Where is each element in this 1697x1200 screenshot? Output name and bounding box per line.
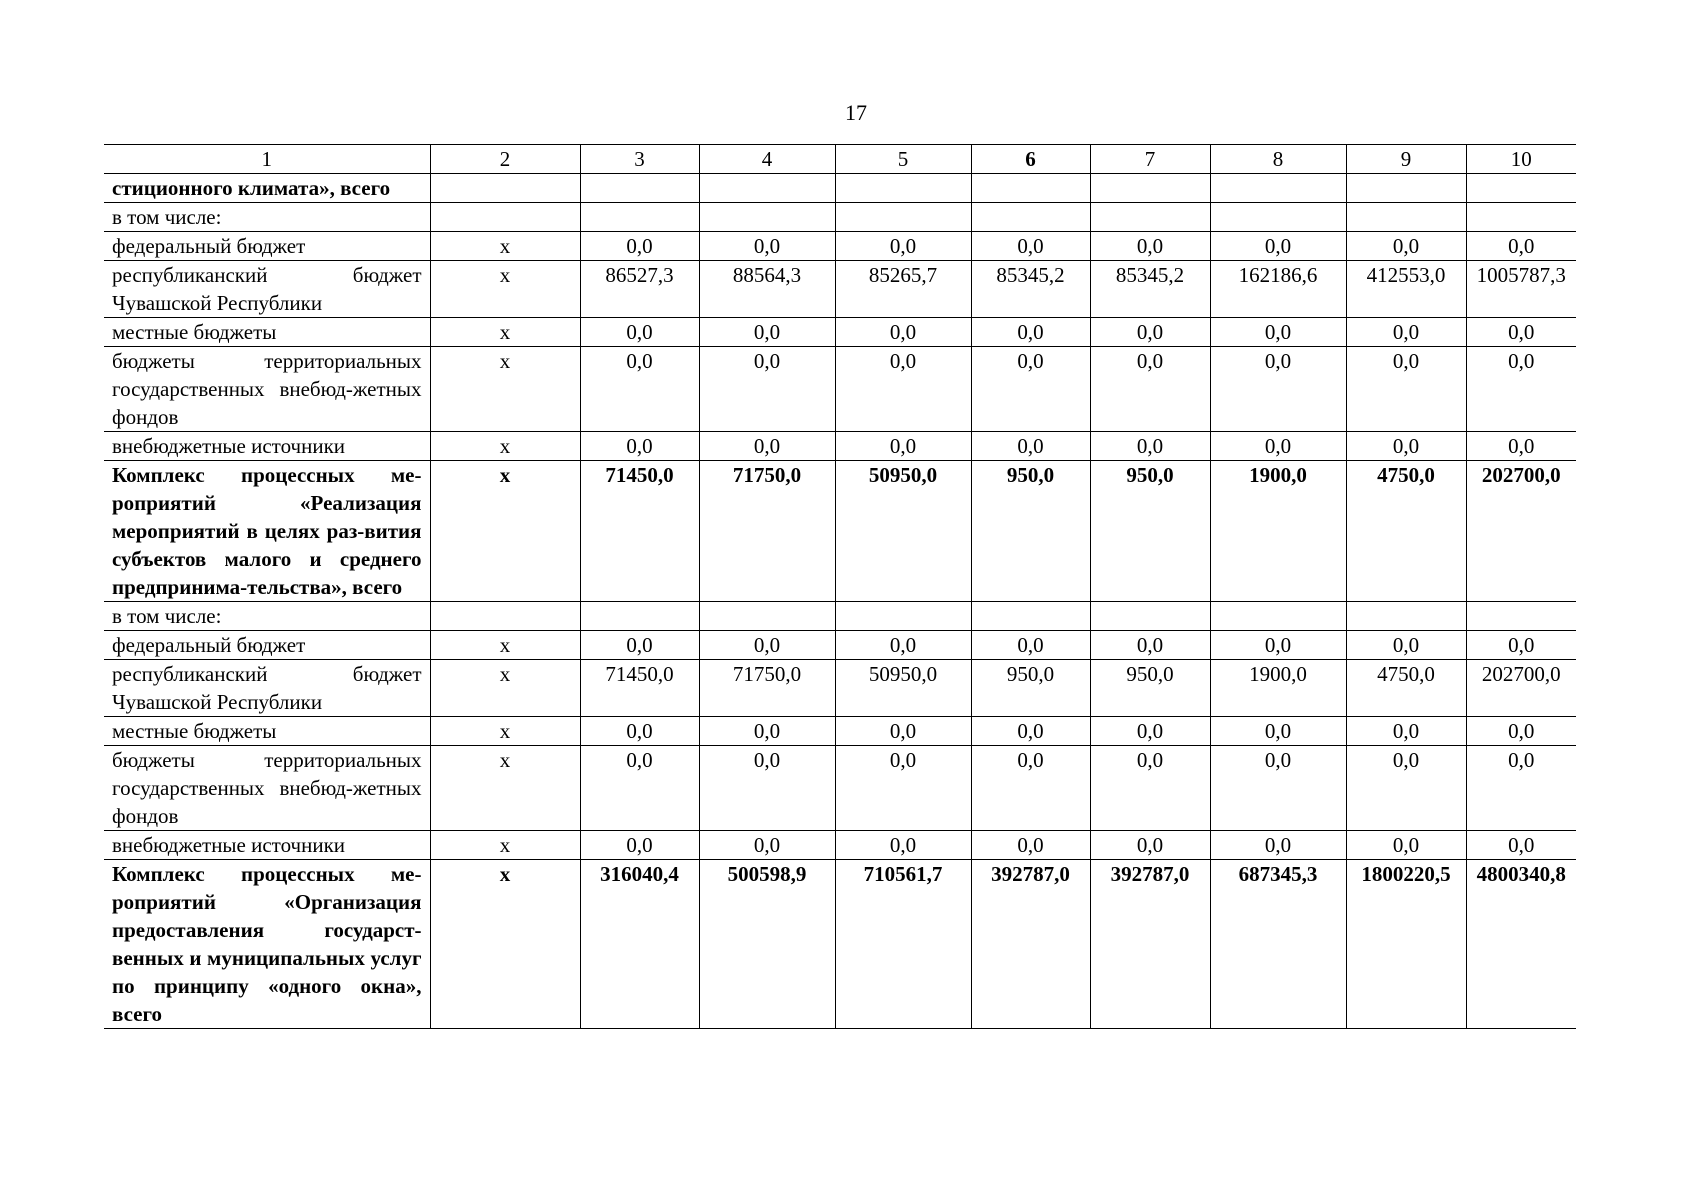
value-cell-col-4: 0,0 bbox=[699, 831, 835, 860]
value-cell-col-10: 0,0 bbox=[1466, 631, 1576, 660]
value-cell-col-3: 0,0 bbox=[580, 746, 699, 831]
table-row bbox=[104, 746, 1576, 831]
value-cell-col-10 bbox=[1466, 203, 1576, 232]
value-cell-col-4 bbox=[699, 602, 835, 631]
column-number-header: 3 bbox=[580, 145, 699, 174]
value-cell-col-6 bbox=[971, 602, 1090, 631]
value-cell-col-7: 950,0 bbox=[1090, 660, 1210, 717]
value-cell-col-9: 0,0 bbox=[1346, 232, 1466, 261]
value-cell-col-8: 0,0 bbox=[1210, 746, 1346, 831]
value-cell-col-5: 0,0 bbox=[835, 347, 971, 432]
row-label: Комплекс процессных ме-роприятий «Организация предоставления государст-венных и муниципальных услуг по принципу «одного окна», всего bbox=[104, 860, 430, 1029]
value-cell-col-6: 0,0 bbox=[971, 746, 1090, 831]
value-cell-col-4: 0,0 bbox=[699, 318, 835, 347]
value-cell-col-8: 0,0 bbox=[1210, 232, 1346, 261]
value-cell-col-10: 202700,0 bbox=[1466, 660, 1576, 717]
value-cell-col-10: 4800340,8 bbox=[1466, 860, 1576, 1029]
column-number-header: 10 bbox=[1466, 145, 1576, 174]
value-cell-col-10: 0,0 bbox=[1466, 432, 1576, 461]
value-cell-col-7: 392787,0 bbox=[1090, 860, 1210, 1029]
value-cell-col-6: 0,0 bbox=[971, 432, 1090, 461]
value-cell-col-6: 392787,0 bbox=[971, 860, 1090, 1029]
value-cell-col-3: 0,0 bbox=[580, 631, 699, 660]
value-cell-col-9 bbox=[1346, 203, 1466, 232]
table-row bbox=[104, 602, 1576, 631]
value-cell-col-3 bbox=[580, 203, 699, 232]
value-cell-col-6: 0,0 bbox=[971, 347, 1090, 432]
value-cell-col-6 bbox=[971, 174, 1090, 203]
value-cell-col-2: x bbox=[430, 461, 580, 602]
value-cell-col-9: 0,0 bbox=[1346, 318, 1466, 347]
value-cell-col-4: 0,0 bbox=[699, 717, 835, 746]
value-cell-col-8: 687345,3 bbox=[1210, 860, 1346, 1029]
value-cell-col-6: 0,0 bbox=[971, 631, 1090, 660]
value-cell-col-5: 0,0 bbox=[835, 318, 971, 347]
table-row bbox=[104, 318, 1576, 347]
page-number: 17 bbox=[845, 100, 867, 125]
value-cell-col-10: 0,0 bbox=[1466, 232, 1576, 261]
value-cell-col-6: 0,0 bbox=[971, 831, 1090, 860]
value-cell-col-10: 0,0 bbox=[1466, 746, 1576, 831]
value-cell-col-5: 50950,0 bbox=[835, 660, 971, 717]
value-cell-col-7: 0,0 bbox=[1090, 717, 1210, 746]
value-cell-col-7: 0,0 bbox=[1090, 631, 1210, 660]
value-cell-col-2: x bbox=[430, 631, 580, 660]
value-cell-col-4 bbox=[699, 174, 835, 203]
value-cell-col-5: 0,0 bbox=[835, 746, 971, 831]
value-cell-col-9 bbox=[1346, 174, 1466, 203]
value-cell-col-10: 0,0 bbox=[1466, 717, 1576, 746]
value-cell-col-4: 88564,3 bbox=[699, 261, 835, 318]
value-cell-col-9: 0,0 bbox=[1346, 432, 1466, 461]
budget-table bbox=[104, 144, 1576, 1029]
table-row bbox=[104, 232, 1576, 261]
value-cell-col-7: 0,0 bbox=[1090, 347, 1210, 432]
value-cell-col-2: x bbox=[430, 318, 580, 347]
value-cell-col-9 bbox=[1346, 602, 1466, 631]
value-cell-col-7 bbox=[1090, 203, 1210, 232]
column-number-header: 7 bbox=[1090, 145, 1210, 174]
value-cell-col-6 bbox=[971, 203, 1090, 232]
value-cell-col-9: 0,0 bbox=[1346, 717, 1466, 746]
value-cell-col-5: 0,0 bbox=[835, 232, 971, 261]
value-cell-col-7: 0,0 bbox=[1090, 746, 1210, 831]
value-cell-col-7: 0,0 bbox=[1090, 432, 1210, 461]
value-cell-col-2: x bbox=[430, 432, 580, 461]
value-cell-col-2: x bbox=[430, 860, 580, 1029]
value-cell-col-4 bbox=[699, 203, 835, 232]
row-label: местные бюджеты bbox=[104, 318, 430, 347]
value-cell-col-9: 0,0 bbox=[1346, 347, 1466, 432]
column-number-header: 1 bbox=[104, 145, 430, 174]
value-cell-col-3 bbox=[580, 602, 699, 631]
value-cell-col-10: 202700,0 bbox=[1466, 461, 1576, 602]
value-cell-col-4: 0,0 bbox=[699, 746, 835, 831]
value-cell-col-6: 950,0 bbox=[971, 461, 1090, 602]
value-cell-col-8: 0,0 bbox=[1210, 347, 1346, 432]
value-cell-col-3: 71450,0 bbox=[580, 660, 699, 717]
row-label: Комплекс процессных ме-роприятий «Реализация мероприятий в целях раз-вития субъектов малого и среднего предпринима-тельства», всего bbox=[104, 461, 430, 602]
value-cell-col-9: 412553,0 bbox=[1346, 261, 1466, 318]
column-number-header: 6 bbox=[971, 145, 1090, 174]
value-cell-col-5: 0,0 bbox=[835, 432, 971, 461]
table-row-section-total bbox=[104, 860, 1576, 1029]
value-cell-col-3: 0,0 bbox=[580, 831, 699, 860]
value-cell-col-8: 0,0 bbox=[1210, 432, 1346, 461]
column-number-header: 9 bbox=[1346, 145, 1466, 174]
table-row bbox=[104, 347, 1576, 432]
value-cell-col-10: 1005787,3 bbox=[1466, 261, 1576, 318]
column-number-header: 8 bbox=[1210, 145, 1346, 174]
value-cell-col-7 bbox=[1090, 602, 1210, 631]
row-label: в том числе: bbox=[104, 203, 430, 232]
value-cell-col-2 bbox=[430, 174, 580, 203]
value-cell-col-8 bbox=[1210, 203, 1346, 232]
value-cell-col-3: 0,0 bbox=[580, 717, 699, 746]
table-row bbox=[104, 660, 1576, 717]
table-row-section-total bbox=[104, 461, 1576, 602]
value-cell-col-5: 710561,7 bbox=[835, 860, 971, 1029]
value-cell-col-10: 0,0 bbox=[1466, 318, 1576, 347]
table-row bbox=[104, 432, 1576, 461]
value-cell-col-5: 85265,7 bbox=[835, 261, 971, 318]
row-label: стиционного климата», всего bbox=[104, 174, 430, 203]
row-label: федеральный бюджет bbox=[104, 232, 430, 261]
table-row bbox=[104, 631, 1576, 660]
value-cell-col-9: 0,0 bbox=[1346, 631, 1466, 660]
value-cell-col-6: 85345,2 bbox=[971, 261, 1090, 318]
value-cell-col-2: x bbox=[430, 261, 580, 318]
value-cell-col-2: x bbox=[430, 831, 580, 860]
value-cell-col-2: x bbox=[430, 347, 580, 432]
value-cell-col-10 bbox=[1466, 602, 1576, 631]
value-cell-col-4: 71750,0 bbox=[699, 660, 835, 717]
column-number-header: 4 bbox=[699, 145, 835, 174]
value-cell-col-10: 0,0 bbox=[1466, 347, 1576, 432]
value-cell-col-9: 0,0 bbox=[1346, 746, 1466, 831]
value-cell-col-8 bbox=[1210, 174, 1346, 203]
value-cell-col-9: 0,0 bbox=[1346, 831, 1466, 860]
value-cell-col-3: 0,0 bbox=[580, 232, 699, 261]
row-label: внебюджетные источники bbox=[104, 432, 430, 461]
value-cell-col-5: 50950,0 bbox=[835, 461, 971, 602]
value-cell-col-10 bbox=[1466, 174, 1576, 203]
value-cell-col-2 bbox=[430, 602, 580, 631]
value-cell-col-3: 86527,3 bbox=[580, 261, 699, 318]
value-cell-col-2: x bbox=[430, 660, 580, 717]
value-cell-col-3: 0,0 bbox=[580, 347, 699, 432]
value-cell-col-3 bbox=[580, 174, 699, 203]
value-cell-col-8: 1900,0 bbox=[1210, 461, 1346, 602]
row-label: местные бюджеты bbox=[104, 717, 430, 746]
value-cell-col-8: 1900,0 bbox=[1210, 660, 1346, 717]
value-cell-col-2: x bbox=[430, 717, 580, 746]
value-cell-col-5 bbox=[835, 174, 971, 203]
value-cell-col-5 bbox=[835, 602, 971, 631]
value-cell-col-6: 0,0 bbox=[971, 717, 1090, 746]
column-number-row bbox=[104, 145, 1576, 174]
value-cell-col-7: 950,0 bbox=[1090, 461, 1210, 602]
table-row-section-total bbox=[104, 174, 1576, 203]
value-cell-col-2: x bbox=[430, 232, 580, 261]
column-number-header: 5 bbox=[835, 145, 971, 174]
value-cell-col-7: 85345,2 bbox=[1090, 261, 1210, 318]
table-row bbox=[104, 831, 1576, 860]
value-cell-col-7: 0,0 bbox=[1090, 318, 1210, 347]
value-cell-col-8: 162186,6 bbox=[1210, 261, 1346, 318]
row-label: бюджеты территориальных государственных внебюд-жетных фондов bbox=[104, 746, 430, 831]
row-label: федеральный бюджет bbox=[104, 631, 430, 660]
value-cell-col-2: x bbox=[430, 746, 580, 831]
value-cell-col-4: 0,0 bbox=[699, 232, 835, 261]
column-number-header: 2 bbox=[430, 145, 580, 174]
value-cell-col-5: 0,0 bbox=[835, 631, 971, 660]
table-row bbox=[104, 261, 1576, 318]
value-cell-col-5: 0,0 bbox=[835, 717, 971, 746]
value-cell-col-8: 0,0 bbox=[1210, 318, 1346, 347]
value-cell-col-9: 4750,0 bbox=[1346, 660, 1466, 717]
value-cell-col-5 bbox=[835, 203, 971, 232]
row-label: внебюджетные источники bbox=[104, 831, 430, 860]
value-cell-col-4: 71750,0 bbox=[699, 461, 835, 602]
value-cell-col-3: 316040,4 bbox=[580, 860, 699, 1029]
value-cell-col-4: 500598,9 bbox=[699, 860, 835, 1029]
value-cell-col-7: 0,0 bbox=[1090, 831, 1210, 860]
table-row bbox=[104, 717, 1576, 746]
value-cell-col-7: 0,0 bbox=[1090, 232, 1210, 261]
value-cell-col-3: 0,0 bbox=[580, 432, 699, 461]
value-cell-col-9: 4750,0 bbox=[1346, 461, 1466, 602]
value-cell-col-8 bbox=[1210, 602, 1346, 631]
value-cell-col-3: 71450,0 bbox=[580, 461, 699, 602]
value-cell-col-8: 0,0 bbox=[1210, 631, 1346, 660]
value-cell-col-4: 0,0 bbox=[699, 347, 835, 432]
row-label: бюджеты территориальных государственных внебюд-жетных фондов bbox=[104, 347, 430, 432]
value-cell-col-4: 0,0 bbox=[699, 432, 835, 461]
value-cell-col-7 bbox=[1090, 174, 1210, 203]
value-cell-col-8: 0,0 bbox=[1210, 831, 1346, 860]
value-cell-col-6: 0,0 bbox=[971, 318, 1090, 347]
value-cell-col-6: 950,0 bbox=[971, 660, 1090, 717]
value-cell-col-9: 1800220,5 bbox=[1346, 860, 1466, 1029]
value-cell-col-5: 0,0 bbox=[835, 831, 971, 860]
value-cell-col-2 bbox=[430, 203, 580, 232]
value-cell-col-10: 0,0 bbox=[1466, 831, 1576, 860]
row-label: республиканский бюджет Чувашской Республики bbox=[104, 660, 430, 717]
table-row bbox=[104, 203, 1576, 232]
value-cell-col-3: 0,0 bbox=[580, 318, 699, 347]
value-cell-col-6: 0,0 bbox=[971, 232, 1090, 261]
value-cell-col-4: 0,0 bbox=[699, 631, 835, 660]
row-label: республиканский бюджет Чувашской Республики bbox=[104, 261, 430, 318]
value-cell-col-8: 0,0 bbox=[1210, 717, 1346, 746]
row-label: в том числе: bbox=[104, 602, 430, 631]
